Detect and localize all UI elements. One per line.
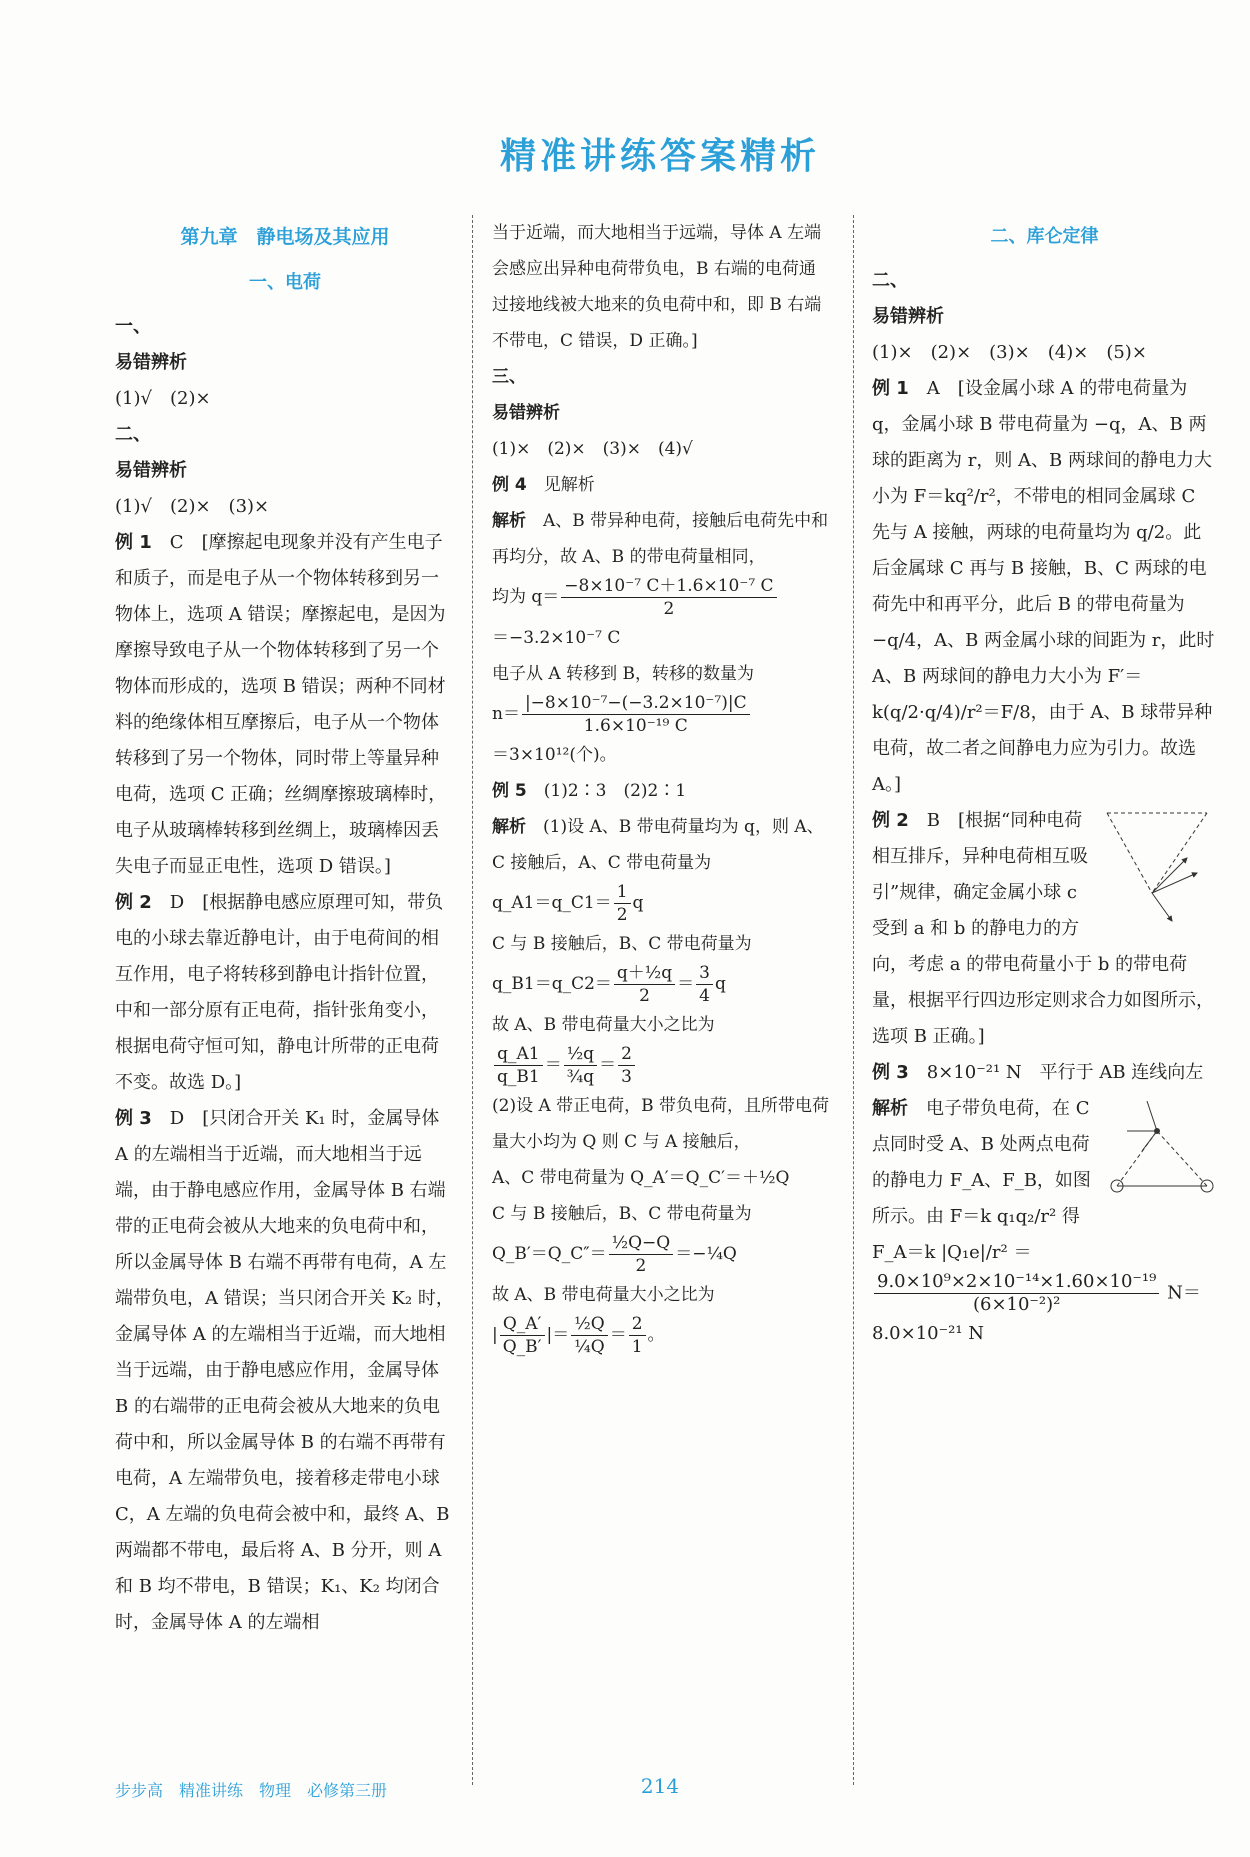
analysis-text: (2)设 A 带正电荷，B 带负电荷，且所带电荷量大小均为 Q 则 C 与 A 接触后， bbox=[492, 1096, 830, 1152]
column-2 bbox=[492, 215, 832, 1358]
example-1 bbox=[872, 371, 1217, 803]
equation-result: 8.0×10⁻²¹ N bbox=[872, 1323, 985, 1344]
analysis-text: C 与 B 接触后，B、C 带电荷量为 bbox=[492, 1204, 752, 1224]
example-3 bbox=[115, 1101, 455, 1641]
example-text: C [摩擦起电现象并没有产生电子和质子，而是电子从一个物体转移到另一物体上，选项 A 错误；摩擦起电，是因为摩擦导致电子从一个物体转移到了另一个物体而形成的，选项 B 错误；两种不同材料的绝缘体相互摩擦后，电子从一个物体转移到了另一个物体，同时带上等量异种电荷，选项 C 正确；丝绸摩擦玻璃棒时，电子从玻璃棒转移到丝绸上，玻璃棒因丢失电子而显正电性，选项 D 错误。] bbox=[115, 532, 447, 877]
section-heading: 一、电荷 bbox=[249, 272, 321, 293]
example-label: 例 4 bbox=[492, 475, 527, 495]
column-1 bbox=[115, 215, 455, 1641]
example-text: D [只闭合开关 K₁ 时，金属导体 A 的左端相当于近端，而大地相当于远端，由于静电感应作用，金属导体 B 右端带的正电荷会被从大地来的负电荷中和，所以金属导体 B 右端不再带有电荷，A 左端带负电，A 错误；当只闭合开关 K₂ 时，金属导体 A 的左端相当于近端，而大地相当于远端，由于静电感应作用，金属导体 B 的右端带的正电荷会被从大地来的负电荷中和，所以金属导体 B 的右端不再带有电荷，A 左端带负电，接着移走带电小球 C，A 左端的负电荷会被中和，最终 A、B 两端都不带电，最后将 A、B 分开，则 A 和 B 均不带电，B 错误；K₁、K₂ 均闭合时，金属导体 A 的左端相 bbox=[115, 1108, 454, 1633]
analysis-text: C 与 B 接触后，B、C 带电荷量为 bbox=[492, 934, 752, 954]
example-text: A [设金属小球 A 的带电荷量为 q，金属小球 B 带电荷量为 −q，A、B 两球的距离为 r，则 A、B 两球间的静电力大小为 F＝kq²/r²，不带电的相同金属球 C 先与 A 接触，两球的电荷量均为 q/2。此后金属球 C 再与 B 接触，B、C 两球的电荷先中和再平分，此后 B 的带电荷量为 −q/4，A、B 两金属小球的间距为 r，此时 A、B 两球间的静电力大小为 F′＝k(q/2·q/4)/r²＝F/8，由于 A、B 球带异种电荷，故二者之间静电力应为引力。故选 A。] bbox=[872, 378, 1215, 795]
equation: A、C 带电荷量为 Q_A′＝Q_C′＝＋½Q bbox=[492, 1168, 790, 1188]
analysis-label: 解析 bbox=[492, 817, 526, 837]
subheading: 易错辨析 bbox=[872, 306, 944, 327]
footer-series: 步步高 精准讲练 物理 必修第三册 bbox=[115, 1781, 388, 1800]
answers: (1)× (2)× (3)× (4)√ bbox=[492, 439, 693, 459]
subheading: 易错辨析 bbox=[115, 460, 187, 481]
analysis-label: 解析 bbox=[872, 1098, 908, 1119]
equation-result: ＝−3.2×10⁻⁷ C bbox=[492, 628, 621, 648]
equation: $\frac{\text{9.0×10⁹×2×10⁻¹⁴×1.60×10⁻¹⁹}}{\text{(6×10⁻²)²}}$ N＝ bbox=[872, 1271, 1217, 1316]
example-label: 例 2 bbox=[872, 810, 909, 831]
equation: $\frac{q\_A1}{q\_B1}$ ＝ $\frac{\text{½q}}{\text{¾q}}$ ＝ $\frac{2}{3}$ bbox=[492, 1043, 832, 1088]
example-label: 例 1 bbox=[872, 378, 909, 399]
equation: | $\frac{Q\_A'}{Q\_B'}$ |＝ $\frac{\text{½Q}}{\text{¼Q}}$ ＝ $\frac{2}{1}$ 。 bbox=[492, 1314, 665, 1357]
part-label: 二、 bbox=[872, 270, 908, 291]
part-label: 一、 bbox=[115, 316, 151, 337]
example-label: 例 2 bbox=[115, 892, 152, 913]
example-label: 例 3 bbox=[115, 1108, 152, 1129]
analysis-text: 电子带负电荷，在 C 点同时受 A、B 处两点电荷的静电力 F_A、F_B，如图所示。由 F＝k q₁q₂/r² 得 bbox=[872, 1098, 1091, 1227]
subheading: 易错辨析 bbox=[115, 352, 187, 373]
column-divider bbox=[853, 215, 854, 1785]
example-label: 例 5 bbox=[492, 781, 527, 801]
continued-text: 当于近端，而大地相当于远端，导体 A 左端会感应出异种电荷带负电，B 右端的电荷通过接地线被大地来的负电荷中和，即 B 右端不带电，C 错误，D 正确。] bbox=[492, 223, 822, 351]
force-diagram-figure bbox=[1097, 803, 1217, 923]
example-1 bbox=[115, 525, 455, 885]
equation: q_B1＝q_C2＝ $\frac{\text{q＋½q}}{2}$ ＝ $\frac{3}{4}$ q bbox=[492, 963, 726, 1006]
part-label: 三、 bbox=[492, 367, 526, 387]
example-label: 例 1 bbox=[115, 532, 152, 553]
analysis-text: 故 A、B 带电荷量大小之比为 bbox=[492, 1285, 715, 1305]
page-number: 214 bbox=[640, 1774, 680, 1798]
analysis-text: A、B 带异种电荷，接触后电荷先中和再均分，故 A、B 的带电荷量相同， bbox=[492, 511, 829, 567]
equation: q_A1＝q_C1＝ $\frac{1}{2}$ q bbox=[492, 882, 644, 925]
electron-force-figure bbox=[1107, 1091, 1217, 1201]
equation: n＝ $\frac{\text{|−8×10⁻⁷−(−3.2×10⁻⁷)|C}}{\text{1.6×10⁻¹⁹ C}}$ bbox=[492, 692, 832, 737]
analysis-label: 解析 bbox=[492, 511, 526, 531]
example-text: 见解析 bbox=[543, 475, 595, 495]
example-label: 例 3 bbox=[872, 1062, 909, 1083]
equation: F_A＝k |Q₁e|/r² ＝ bbox=[872, 1242, 1032, 1263]
analysis-text: (1)设 A、B 带电荷量均为 q，则 A、C 接触后，A、C 带电荷量为 bbox=[492, 817, 824, 873]
section-heading: 二、库仑定律 bbox=[990, 226, 1099, 247]
answers: (1)√ (2)× bbox=[115, 388, 211, 409]
column-3 bbox=[872, 215, 1217, 1352]
answers: (1)√ (2)× (3)× bbox=[115, 496, 270, 517]
equation: Q_B′＝Q_C″＝ $\frac{\text{½Q−Q}}{2}$ ＝−¼Q bbox=[492, 1233, 737, 1276]
example-text: B [根据“同种电荷相互排斥，异种电荷相互吸引”规律，确定金属小球 c 受到 a 和 b 的静电力的方向，考虑 a 的带电荷量小于 b 的带电荷量，根据平行四边形定则求合力如图所示，选项 B 正确。] bbox=[872, 810, 1214, 1047]
page-title: 精准讲练答案精析 bbox=[499, 136, 820, 177]
equation-result: ＝3×10¹²(个)。 bbox=[492, 745, 617, 765]
answers: (1)× (2)× (3)× (4)× (5)× bbox=[872, 342, 1147, 363]
example-text: D [根据静电感应原理可知，带负电的小球去靠近静电计，由于电荷间的相互作用，电子将转移到静电计指针位置，中和一部分原有正电荷，指针张角变小，根据电荷守恒可知，静电计所带的正电荷不变。故选 D。] bbox=[115, 892, 444, 1093]
subheading: 易错辨析 bbox=[492, 403, 560, 423]
part-label: 二、 bbox=[115, 424, 151, 445]
example-text: (1)2∶3 (2)2∶1 bbox=[543, 781, 687, 801]
equation: 均为 q＝ $\frac{\text{−8×10⁻⁷ C＋1.6×10⁻⁷ C}}{2}$ bbox=[492, 575, 832, 620]
example-2 bbox=[115, 885, 455, 1101]
column-divider bbox=[472, 215, 473, 1785]
example-text: 8×10⁻²¹ N 平行于 AB 连线向左 bbox=[926, 1062, 1204, 1083]
example-2 bbox=[872, 803, 1217, 1055]
chapter-heading: 第九章 静电场及其应用 bbox=[180, 226, 390, 248]
analysis-text: 故 A、B 带电荷量大小之比为 bbox=[492, 1015, 715, 1035]
analysis-text: 电子从 A 转移到 B，转移的数量为 bbox=[492, 664, 754, 684]
